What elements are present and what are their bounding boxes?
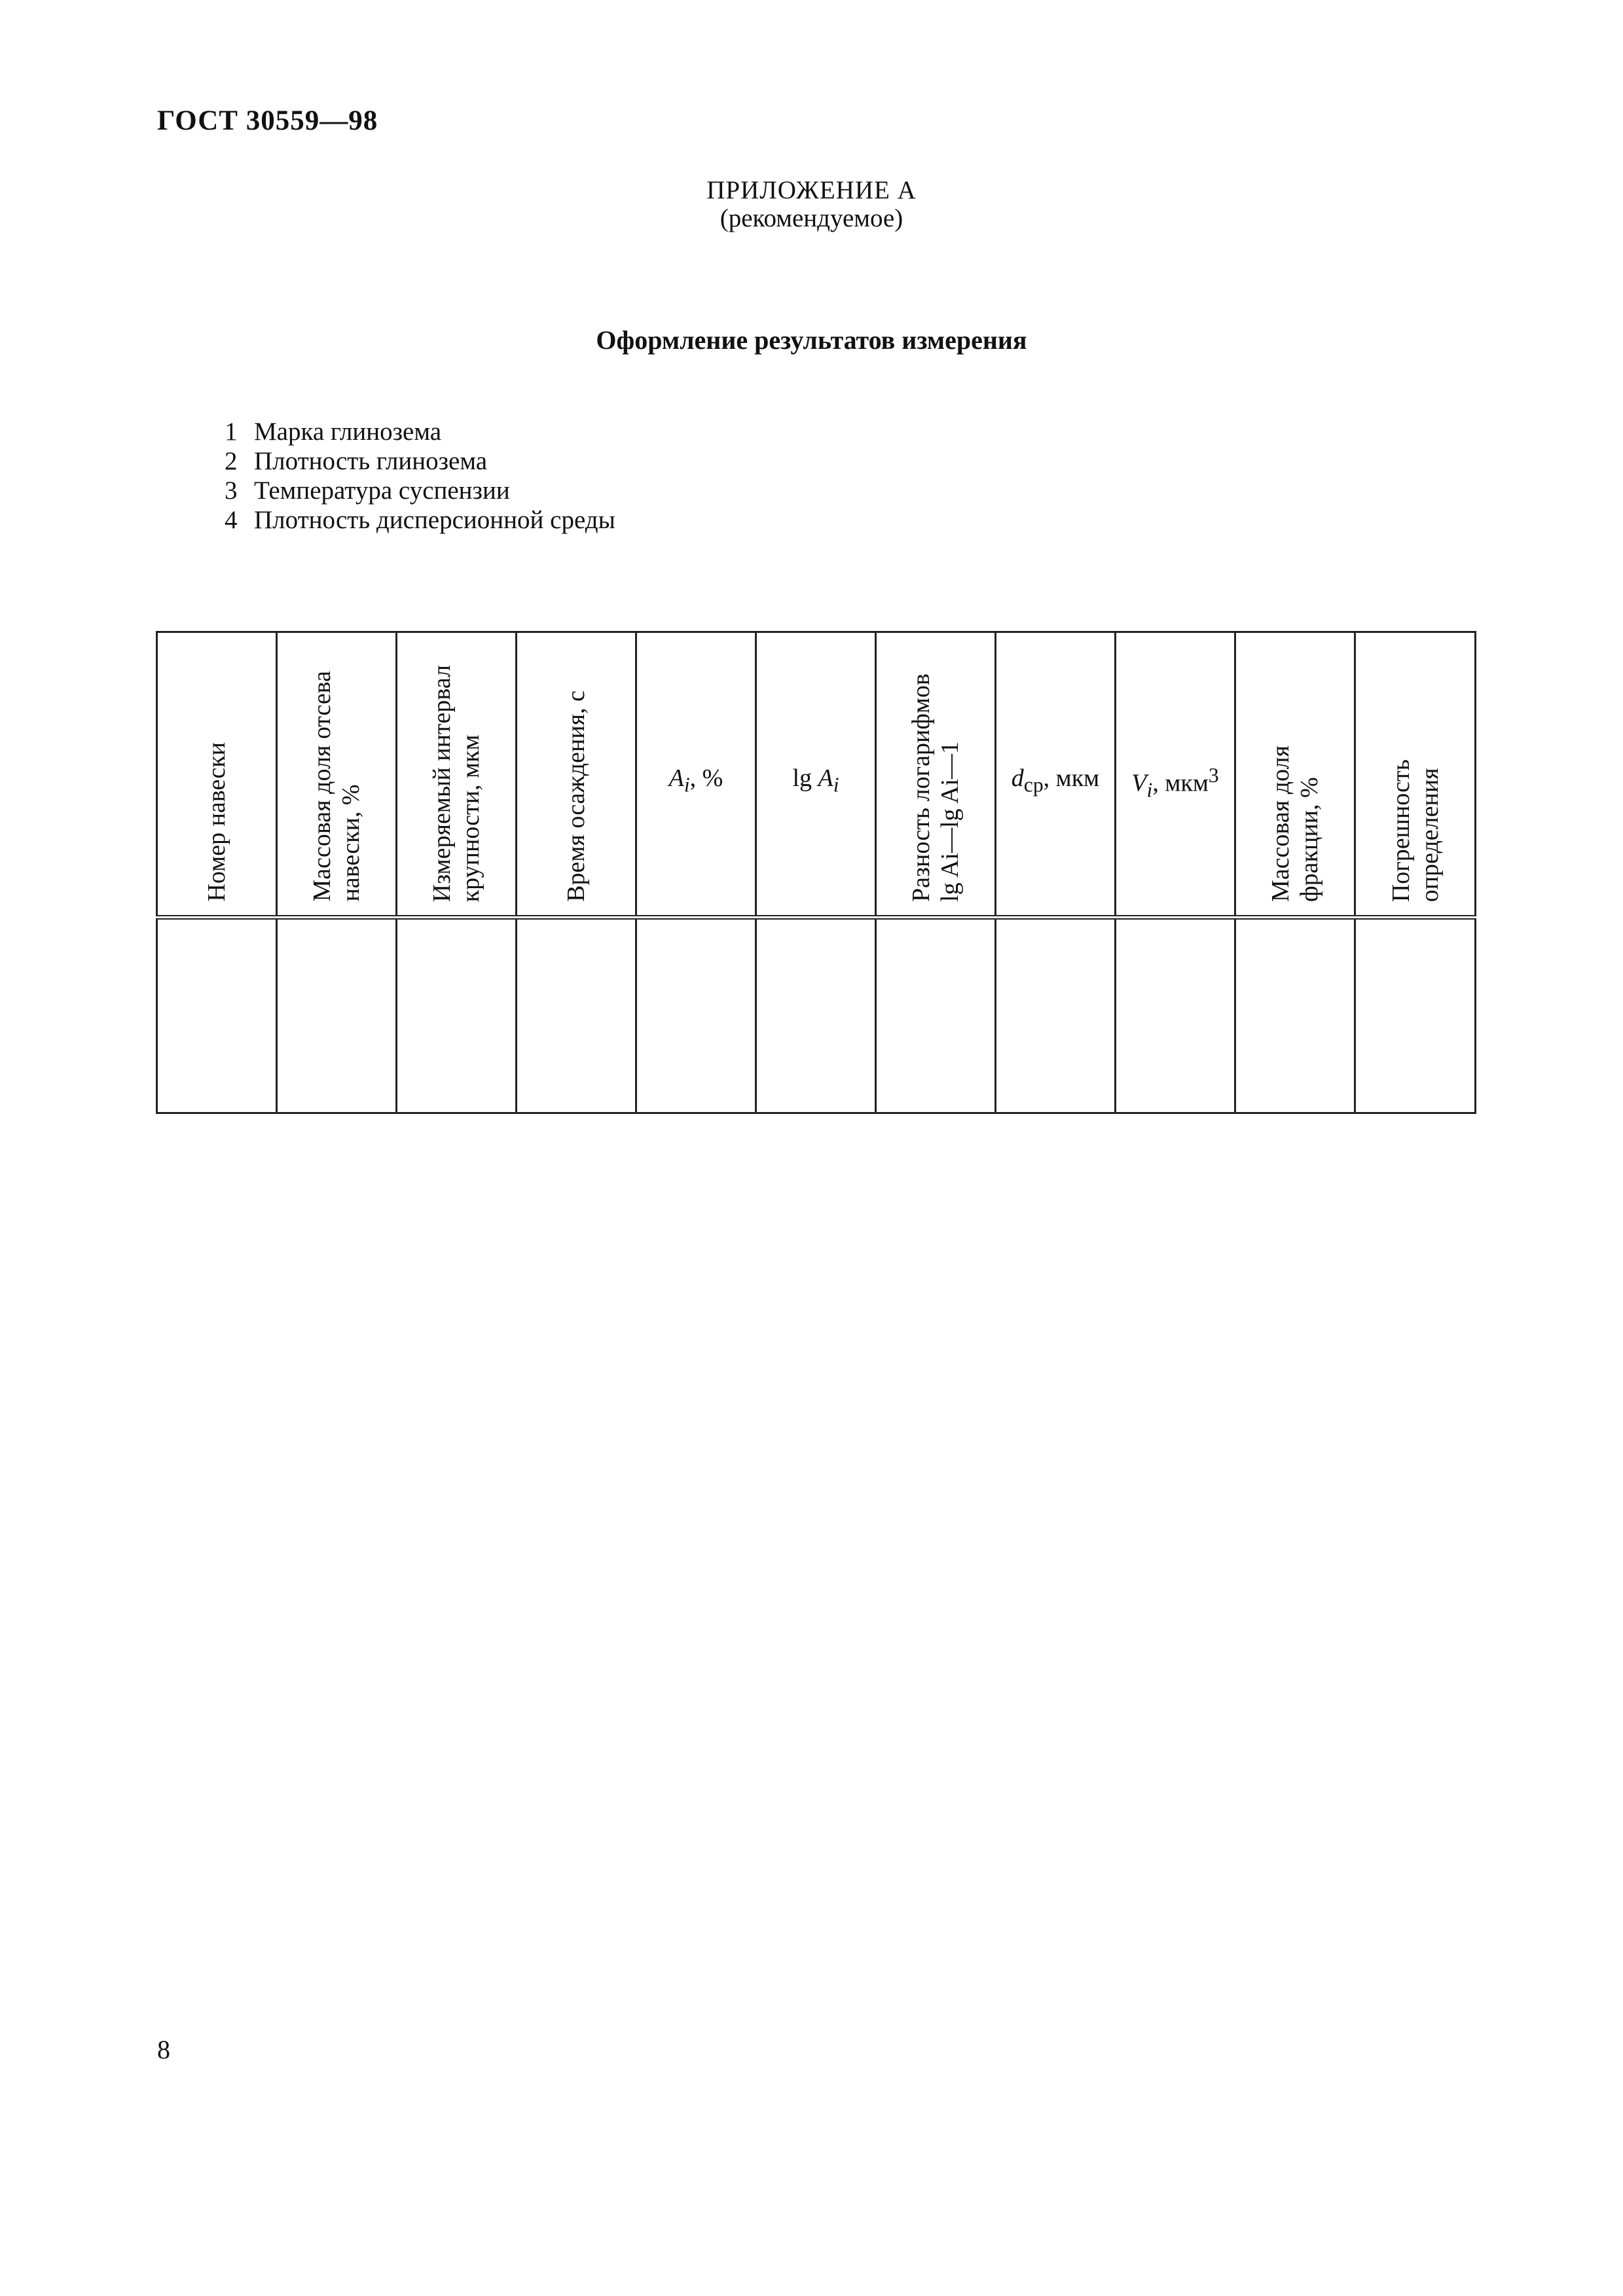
header-sample-number (157, 632, 277, 918)
table-cell (277, 918, 397, 1113)
list-item (225, 505, 615, 535)
table-cell (1235, 918, 1355, 1113)
header-label: Массовая доля фракции, % (1267, 745, 1323, 902)
header-label (1116, 764, 1234, 802)
header-label: Массовая доля отсева навески, % (308, 671, 365, 902)
item-text: Плотность дисперсионной среды (254, 506, 615, 534)
item-text: Марка глинозема (254, 418, 442, 446)
lg-prefix: lg (792, 764, 818, 792)
item-number: 2 (225, 447, 238, 475)
page-number: 8 (157, 2035, 170, 2064)
table-cell (756, 918, 876, 1113)
header-label (757, 764, 875, 797)
info-list (225, 417, 615, 535)
header-settling-time (517, 632, 636, 918)
header-a-i (636, 632, 756, 918)
header-lg-a-i (756, 632, 876, 918)
subscript-i: i (833, 773, 839, 797)
header-label: Разность логарифмов lg Ai—lg Ai—1 (907, 673, 964, 902)
unit-mkm: , мкм (1152, 769, 1209, 797)
table-row (157, 918, 1476, 1113)
item-number: 3 (225, 476, 238, 505)
document-code: ГОСТ 30559—98 (157, 105, 378, 136)
subscript-sr: ср (1023, 773, 1044, 797)
table-cell (1355, 918, 1476, 1113)
table-header-row (157, 632, 1476, 918)
table-cell (876, 918, 996, 1113)
table-cell (1116, 918, 1235, 1113)
item-text: Температура суспензии (254, 476, 510, 505)
symbol-d: d (1011, 764, 1024, 792)
table-cell (157, 918, 277, 1113)
item-text: Плотность глинозема (254, 447, 488, 475)
table-cell (517, 918, 636, 1113)
header-log-difference (876, 632, 996, 918)
list-item (225, 446, 615, 476)
header-label: Погрешность определения (1387, 759, 1444, 902)
header-size-interval (397, 632, 517, 918)
header-v-i (1116, 632, 1235, 918)
superscript-3: 3 (1208, 764, 1219, 787)
unit-percent: , % (689, 764, 723, 792)
symbol-a: A (818, 764, 833, 792)
table-cell (996, 918, 1116, 1113)
table-cell (397, 918, 517, 1113)
table-cell (636, 918, 756, 1113)
header-label (996, 764, 1114, 797)
subscript-i: i (684, 773, 690, 797)
symbol-a: A (668, 764, 684, 792)
subscript-i: i (1146, 778, 1153, 802)
header-mass-fraction-sieve (277, 632, 397, 918)
section-title: Оформление результатов измерения (596, 325, 1027, 355)
header-label: Номер навески (203, 742, 230, 902)
symbol-v: V (1131, 769, 1147, 797)
list-item (225, 417, 615, 446)
item-number: 1 (225, 418, 238, 446)
header-error (1355, 632, 1476, 918)
header-label: Измеряемый интервал крупности, мкм (428, 664, 484, 902)
results-table (156, 631, 1476, 1114)
header-mass-fraction-fraction (1235, 632, 1355, 918)
unit-mkm: , мкм (1043, 764, 1100, 792)
item-number: 4 (225, 506, 238, 534)
header-d-avg (996, 632, 1116, 918)
header-label (637, 764, 755, 797)
list-item (225, 476, 615, 505)
header-label: Время осаждения, с (562, 691, 590, 902)
appendix-title: ПРИЛОЖЕНИЕ А (706, 176, 917, 204)
appendix-subtitle: (рекомендуемое) (720, 204, 903, 232)
